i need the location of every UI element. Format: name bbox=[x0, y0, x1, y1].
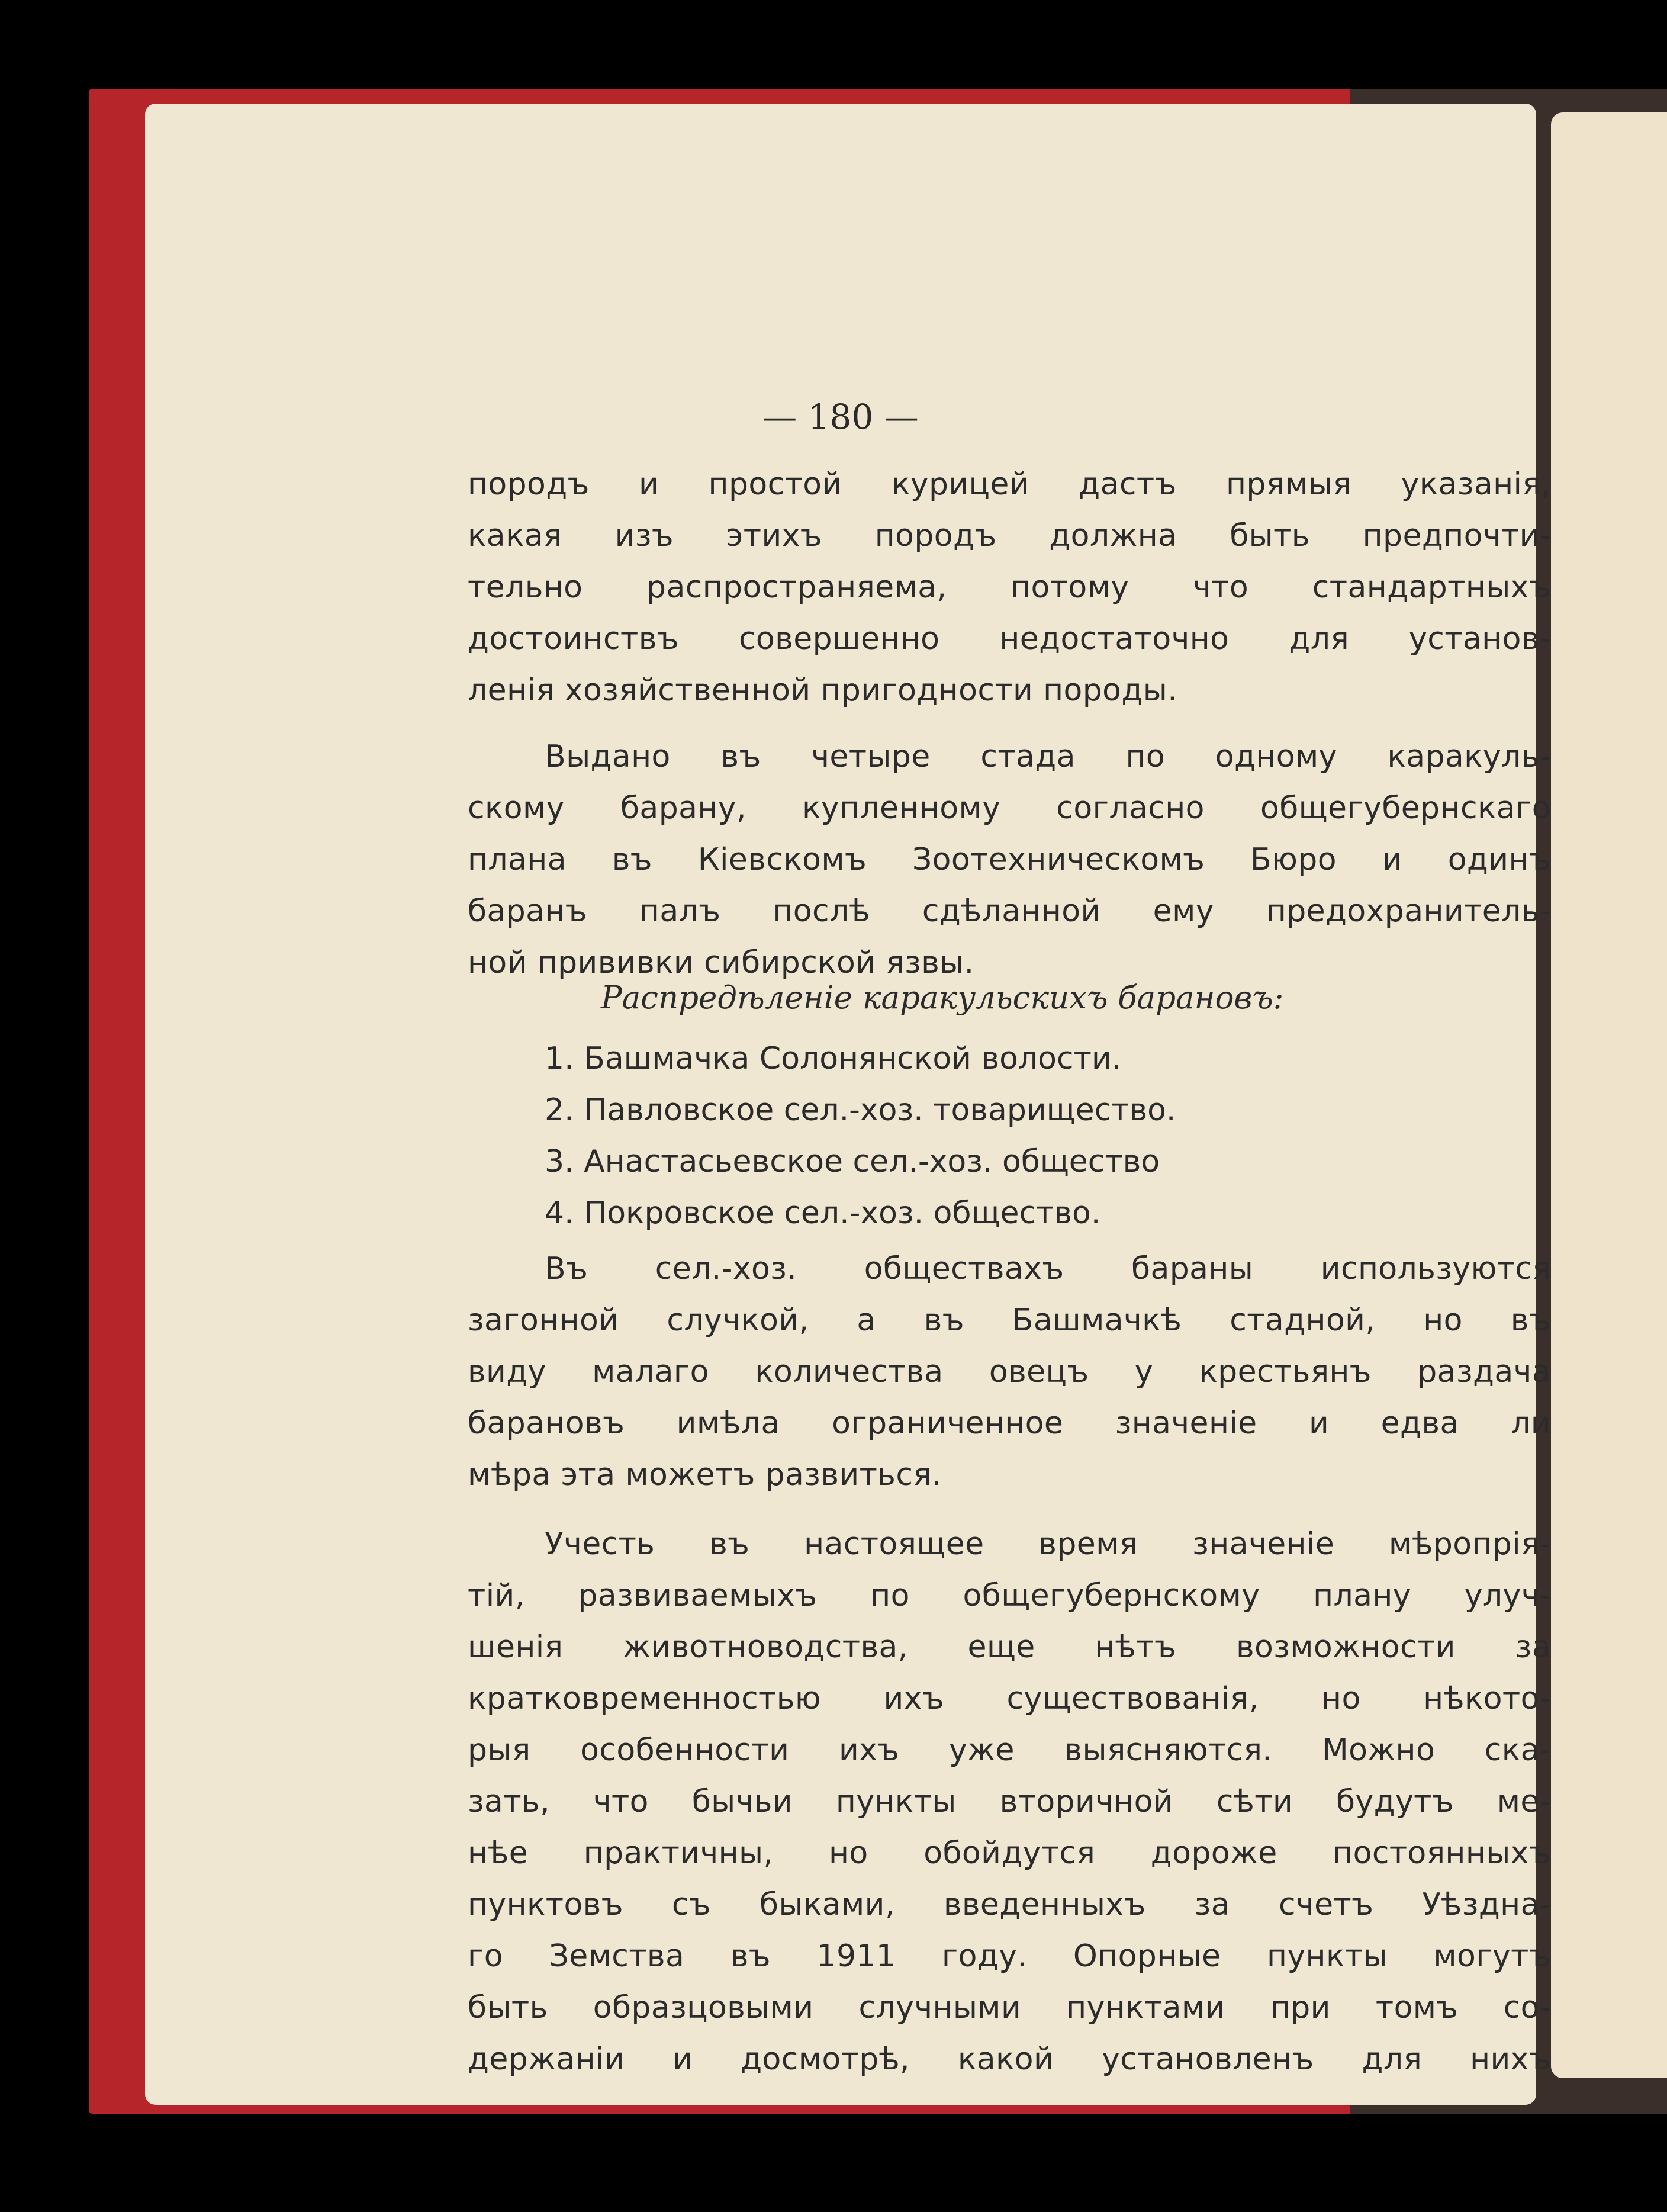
text-line: пунктовъ съ быками, введенныхъ за счетъ Уѣздна- bbox=[468, 1887, 1551, 1922]
text-line: рыя особенности ихъ уже выясняются. Можно ска- bbox=[468, 1732, 1551, 1768]
text-line: достоинствъ совершенно недостаточно для установ- bbox=[468, 621, 1551, 657]
paragraph-4 bbox=[468, 1519, 1551, 2085]
page-number: — 180 — bbox=[762, 397, 919, 437]
text-line: какая изъ этихъ породъ должна быть предпочти- bbox=[468, 518, 1551, 554]
text-line: шенія животноводства, еще нѣтъ возможности за bbox=[468, 1629, 1551, 1665]
text-line: тій, развиваемыхъ по общегубернскому плану улуч- bbox=[468, 1578, 1551, 1613]
paragraph-1 bbox=[468, 459, 1551, 716]
text-line: баранъ палъ послѣ сдѣланной ему предохранитель- bbox=[468, 893, 1551, 929]
paragraph-3 bbox=[468, 1243, 1551, 1501]
list-item: 1. Башмачка Солонянской волости. bbox=[545, 1041, 1122, 1076]
text-line: кратковременностью ихъ существованія, но нѣкото- bbox=[468, 1681, 1551, 1716]
text-line: нѣе практичны, но обойдутся дороже постоянныхъ bbox=[468, 1835, 1551, 1871]
text-line: барановъ имѣла ограниченное значеніе и едва ли bbox=[468, 1406, 1551, 1441]
text-line: ленія хозяйственной пригодности породы. bbox=[468, 673, 1178, 708]
list-item: 4. Покровское сел.-хоз. общество. bbox=[545, 1195, 1101, 1231]
text-line: быть образцовыми случными пунктами при томъ со- bbox=[468, 1990, 1551, 2025]
text-line: ной прививки сибирской язвы. bbox=[468, 945, 974, 980]
distribution-list bbox=[545, 1033, 1176, 1239]
text-line: виду малаго количества овецъ у крестьянъ раздача bbox=[468, 1354, 1551, 1390]
text-line: держаніи и досмотрѣ, какой установленъ для нихъ bbox=[468, 2041, 1551, 2077]
text-line: Учесть въ настоящее время значеніе мѣропрія- bbox=[545, 1526, 1551, 1562]
text-line: плана въ Кіевскомъ Зоотехническомъ Бюро и одинъ bbox=[468, 842, 1551, 877]
text-line: Выдано въ четыре стада по одному каракуль- bbox=[545, 739, 1551, 774]
paragraph-2 bbox=[468, 731, 1551, 989]
adjacent-page-edge bbox=[1551, 112, 1667, 2078]
text-line: мѣра эта можетъ развиться. bbox=[468, 1457, 942, 1493]
book-page bbox=[145, 104, 1551, 2105]
text-line: тельно распространяема, потому что стандартныхъ bbox=[468, 570, 1551, 605]
text-line: скому барану, купленному согласно общегубернскаго bbox=[468, 790, 1551, 826]
text-line: Въ сел.-хоз. обществахъ бараны используются bbox=[545, 1251, 1551, 1287]
text-line: го Земства въ 1911 году. Опорные пункты могутъ bbox=[468, 1938, 1551, 1974]
text-line: зать, что бычьи пункты вторичной сѣти будутъ ме- bbox=[468, 1784, 1551, 1819]
text-line: загонной случкой, а въ Башмачкѣ стадной, но въ bbox=[468, 1303, 1551, 1338]
distribution-heading: Распредѣленіе каракульскихъ барановъ: bbox=[601, 980, 1284, 1016]
list-item: 2. Павловское сел.-хоз. товарищество. bbox=[545, 1092, 1176, 1128]
text-line: породъ и простой курицей дастъ прямыя указанія, bbox=[468, 467, 1551, 502]
list-item: 3. Анастасьевское сел.-хоз. общество bbox=[545, 1144, 1160, 1179]
